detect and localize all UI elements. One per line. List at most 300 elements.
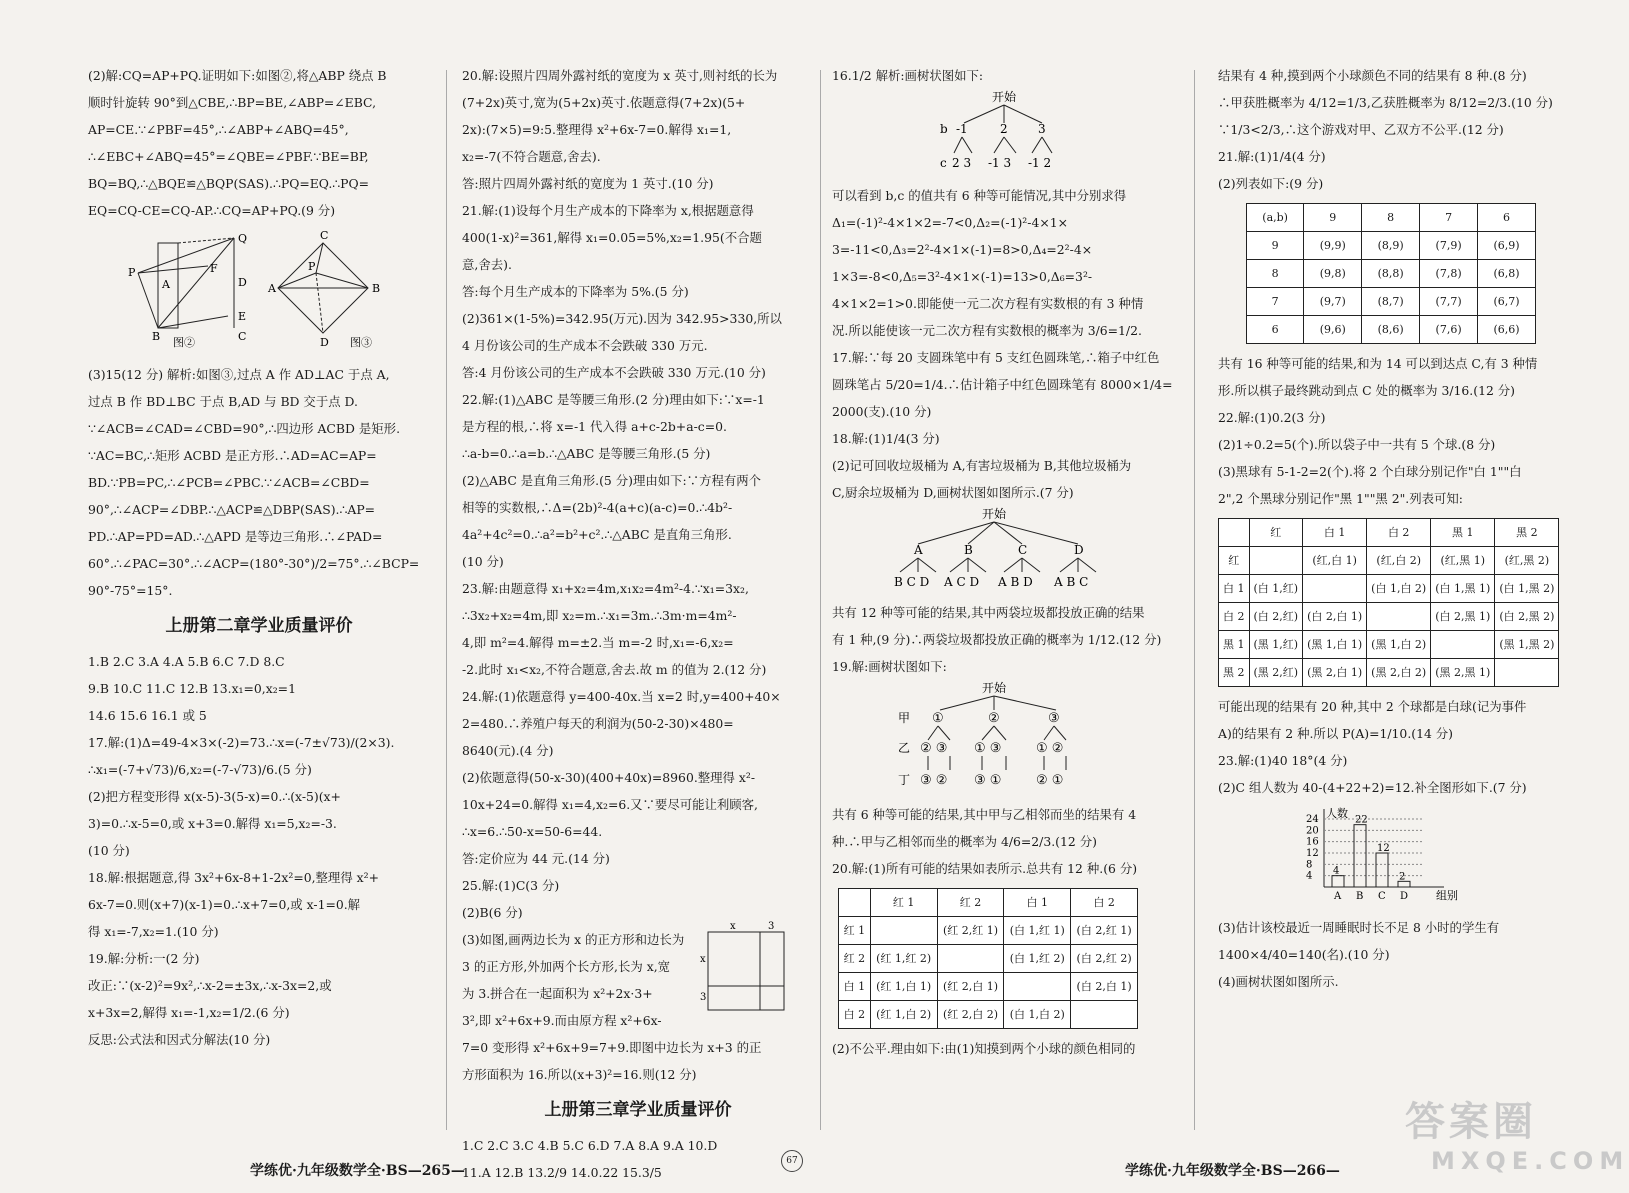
tree1-row2-label: c (940, 156, 947, 170)
bar-value-label: 2 (1399, 871, 1406, 883)
table-cell: (6,7) (1478, 288, 1536, 316)
bar (1354, 825, 1366, 887)
table-cell: 黑 1 (1219, 631, 1250, 659)
text-line: 6x-7=0.则(x+7)(x-1)=0.∴x+7=0,或 x-1=0.解 (88, 897, 361, 912)
table-cell: 7 (1247, 288, 1304, 316)
text-line: 17.解:∵每 20 支圆珠笔中有 5 支红色圆珠笔,∴箱子中红色 (832, 350, 1160, 365)
c2-square-figure-block (462, 921, 814, 1088)
table-cell: (黑 1,白 1) (1303, 631, 1367, 659)
text-line: 23.解:由题意得 x₁+x₂=4m,x₁x₂=4m²-4.∵x₁=3x₂, (462, 581, 749, 596)
text-line: 60°.∴∠PAC=30°.∴∠ACP=(180°-30°)/2=75°.∴∠BCP= (88, 556, 420, 571)
table-cell: (9,9) (1304, 232, 1362, 260)
text-line: (3)估计该校最近一周睡眠时长不足 8 小时的学生有 (1218, 920, 1500, 935)
table-cell: 6 (1247, 316, 1304, 344)
text-line: 2",2 个黑球分别记作"黑 1""黑 2".列表可知: (1218, 491, 1463, 506)
bar-chart (1218, 801, 1578, 905)
outcome-table-q20 (838, 888, 1138, 1029)
tree2-leaves: B C D (894, 575, 930, 589)
fig2-label-A: A (162, 278, 170, 291)
table-cell: 9 (1247, 232, 1304, 260)
tree2-leaves: A B C (1054, 575, 1089, 589)
tree3-node: ③ (1048, 711, 1060, 726)
table-cell: 白 1 (839, 973, 871, 1001)
x-tick-label: B (1356, 891, 1364, 902)
fig2-label-C: C (238, 330, 247, 343)
y-tick-label: 8 (1306, 859, 1313, 871)
text-line: (3)15(12 分) 解析:如图③,过点 A 作 AD⊥AC 于点 A, (88, 367, 390, 382)
c2-top-lines (462, 62, 814, 926)
table-cell (1004, 973, 1071, 1001)
c2-fig-lines (462, 926, 762, 1088)
text-line: 是方程的根,∴将 x=-1 代入得 a+c-2b+a-c=0. (462, 419, 727, 434)
table-cell: (红,黑 1) (1431, 547, 1495, 575)
table-cell: (7,9) (1420, 232, 1478, 260)
figure-2 (128, 232, 247, 343)
table-cell: 红 2 (937, 889, 1004, 917)
table-cell: 红 (1249, 519, 1303, 547)
footer-right: 学练优·九年级数学全·BS—266— (1125, 1163, 1340, 1179)
table-cell: (白 2,红) (1249, 603, 1303, 631)
table-cell: 9 (1304, 204, 1362, 232)
table-cell: (黑 2,白 2) (1367, 659, 1431, 687)
table-header-row (1219, 519, 1559, 547)
text-line: ∵1/3<2/3,∴这个游戏对甲、乙双方不公平.(12 分) (1218, 122, 1504, 137)
tree2-node: C (1018, 543, 1028, 557)
text-line: 21.解:(1)设每个月生产成本的下降率为 x,根据题意得 (462, 203, 754, 218)
text-line: AP=CE.∵∠PBF=45°,∴∠ABP+∠ABQ=45°, (88, 122, 349, 137)
text-line: 22.解:(1)△ABC 是等腰三角形.(2 分)理由如下:∵x=-1 (462, 392, 765, 407)
text-line: (3)如图,画两边长为 x 的正方形和边长为 (462, 932, 685, 947)
fig2-label-B: B (152, 330, 161, 343)
table-cell: (红,白 2) (1367, 547, 1431, 575)
text-line: 23.解:(1)40 18°(4 分) (1218, 753, 1348, 768)
text-line: 9.B 10.C 11.C 12.B 13.x₁=0,x₂=1 (88, 681, 296, 696)
watermark-logo (1405, 1098, 1629, 1186)
text-line: 22.解:(1)0.2(3 分) (1218, 410, 1326, 425)
y-axis-title: 人数 (1326, 807, 1348, 820)
text-line: (2)C 组人数为 40-(4+22+2)=12.补全图形如下.(7 分) (1218, 780, 1527, 795)
text-line: ∴甲获胜概率为 4/12=1/3,乙获胜概率为 8/12=2/3.(10 分) (1218, 95, 1553, 110)
table-row (1219, 603, 1559, 631)
table-cell: (黑 2,黑 1) (1431, 659, 1495, 687)
text-line: 反思:公式法和因式分解法(10 分) (88, 1032, 271, 1047)
bar (1376, 853, 1388, 887)
table-cell: (白 2,红 2) (1071, 945, 1138, 973)
tree3-node: ③ ② (920, 773, 948, 788)
table-header-row (839, 889, 1138, 917)
text-line: 19.解:分析:一(2 分) (88, 951, 200, 966)
text-line: ∴a-b=0.∴a=b.∴△ABC 是等腰三角形.(5 分) (462, 446, 711, 461)
tree3-node: ① ② (1036, 741, 1064, 756)
y-tick-label: 20 (1306, 825, 1319, 837)
text-line: 10x+24=0.解得 x₁=4,x₂=6.又∵要尽可能让利顾客, (462, 797, 758, 812)
text-line: 2x):(7×5)=9:5.整理得 x²+6x-7=0.解得 x₁=1, (462, 122, 732, 137)
table-cell: (黑 2,红) (1249, 659, 1303, 687)
table-cell: (白 1,黑 2) (1495, 575, 1559, 603)
text-line: 24.解:(1)依题意得 y=400-40x.当 x=2 时,y=400+40× (462, 689, 781, 704)
table-row (1219, 575, 1559, 603)
table-cell: (a,b) (1247, 204, 1304, 232)
c4-lines-d (1218, 914, 1578, 995)
tree-diagram-3 (832, 680, 1172, 792)
text-line: 7=0 变形得 x²+6x+9=7+9.即图中边长为 x+3 的正 (462, 1040, 762, 1055)
table-row (1247, 288, 1536, 316)
text-line: 20.解:设照片四周外露衬纸的宽度为 x 英寸,则衬纸的长为 (462, 68, 778, 83)
table-cell (1495, 659, 1559, 687)
text-line: 18.解:(1)1/4(3 分) (832, 431, 940, 446)
table-cell: (白 2,白 1) (1071, 973, 1138, 1001)
text-line: ∵AC=BC,∴矩形 ACBD 是正方形.∴AD=AC=AP= (88, 448, 377, 463)
watermark-url: MXQE.COM (1431, 1147, 1629, 1175)
text-line: 答:4 月份该公司的生产成本不会跌破 330 万元.(10 分) (462, 365, 766, 380)
text-line: PD.∴AP=PD=AD.∴△APD 是等边三角形.∴∠PAD= (88, 529, 383, 544)
text-line: EQ=CQ-CE=CQ-AP.∴CQ=AP+PQ.(9 分) (88, 203, 336, 218)
text-line: 17.解:(1)Δ=49-4×3×(-2)=73.∴x=(-7±√73)/(2×3). (88, 735, 395, 750)
text-line: 1×3=-8<0,Δ₅=3²-4×1×(-1)=13>0,Δ₆=3²- (832, 269, 1093, 284)
table-cell: (8,7) (1362, 288, 1420, 316)
text-line: 形.所以棋子最终跳动到点 C 处的概率为 3/16.(12 分) (1218, 383, 1516, 398)
table-cell: (白 1,红 1) (1004, 917, 1071, 945)
table-cell: (9,8) (1304, 260, 1362, 288)
fig3-label-P: P (308, 260, 316, 273)
text-line: 况.所以能使该一元二次方程有实数根的概率为 3/6=1/2. (832, 323, 1142, 338)
text-line: 90°-75°=15°. (88, 583, 173, 598)
column-divider (820, 70, 821, 1130)
text-line: (2)△ABC 是直角三角形.(5 分)理由如下:∵方程有两个 (462, 473, 762, 488)
text-line: 答:照片四周外露衬纸的宽度为 1 英寸.(10 分) (462, 176, 714, 191)
square-label-x-left: x (700, 954, 706, 965)
text-line: (2)不公平.理由如下:由(1)知摸到两个小球的颜色相同的 (832, 1041, 1136, 1056)
table-cell: (红 2,白 1) (937, 973, 1004, 1001)
text-line: C,厨余垃圾桶为 D,画树状图如图所示.(7 分) (832, 485, 1074, 500)
fig3-label-C: C (320, 229, 329, 242)
text-line: (2)记可回收垃圾桶为 A,有害垃圾桶为 B,其他垃圾桶为 (832, 458, 1132, 473)
x-axis-title: 组别 (1436, 889, 1458, 902)
text-line: 结果有 4 种,摸到两个小球颜色不同的结果有 8 种.(8 分) (1218, 68, 1527, 83)
bar-value-label: 22 (1355, 814, 1368, 826)
y-tick-label: 4 (1306, 870, 1313, 882)
tree2-start: 开始 (982, 507, 1007, 521)
text-line: 可以看到 b,c 的值共有 6 种等可能情况,其中分别求得 (832, 188, 1127, 203)
text-line: (10 分) (462, 554, 504, 569)
table-cell: (8,8) (1362, 260, 1420, 288)
table-cell: 红 (1219, 547, 1250, 575)
table-cell: 白 1 (1219, 575, 1250, 603)
fig2-label-E: E (238, 310, 247, 323)
text-line: 16.1/2 解析:画树状图如下: (832, 68, 984, 83)
column-divider (1194, 70, 1195, 1130)
table-cell: (白 1,红 2) (1004, 945, 1071, 973)
table-cell: (红 1,白 1) (870, 973, 937, 1001)
bar (1332, 876, 1344, 887)
text-line: ∴3x₂+x₂=4m,即 x₂=m.∴x₁=3m.∴3m·m=4m²- (462, 608, 737, 623)
table-row (1219, 631, 1559, 659)
table-cell: (黑 1,红) (1249, 631, 1303, 659)
text-line: -2.此时 x₁<x₂,不符合题意,舍去.故 m 的值为 2.(12 分) (462, 662, 767, 677)
text-line: A)的结果有 2 种.所以 P(A)=1/10.(14 分) (1218, 726, 1454, 741)
tree3-node: ① ③ (974, 741, 1002, 756)
tree1-leaf: 2 3 (952, 156, 972, 170)
table-row (839, 917, 1138, 945)
table-cell: (红 2,红 1) (937, 917, 1004, 945)
text-line: ∵∠ACB=∠CAD=∠CBD=90°,∴四边形 ACBD 是矩形. (88, 421, 401, 436)
table-row (1247, 260, 1536, 288)
tree1-node: 2 (1000, 122, 1008, 136)
table-cell: 黑 2 (1219, 659, 1250, 687)
table-cell: 红 1 (870, 889, 937, 917)
table-cell: (白 2,黑 1) (1431, 603, 1495, 631)
outcome-table-q22 (1218, 518, 1559, 687)
c4-lines-a (1218, 62, 1578, 197)
text-line: ∴∠EBC+∠ABQ=45°=∠QBE=∠PBF.∵BE=BP, (88, 149, 369, 164)
text-line: (10 分) (88, 843, 130, 858)
table-cell: (白 2,白 1) (1303, 603, 1367, 631)
text-line: 圆珠笔占 5/20=1/4.∴估计箱子中红色圆珠笔有 8000×1/4= (832, 377, 1173, 392)
text-line: 90°,∴∠ACP=∠DBP.∴△ACP≌△DBP(SAS).∴AP= (88, 502, 376, 517)
x-tick-label: D (1400, 891, 1409, 902)
text-line: 25.解:(1)C(3 分) (462, 878, 560, 893)
table-cell (1249, 547, 1303, 575)
text-line: 1.C 2.C 3.C 4.B 5.C 6.D 7.A 8.A 9.A 10.D (462, 1138, 718, 1153)
table-cell: 7 (1420, 204, 1478, 232)
table-cell: (6,9) (1478, 232, 1536, 260)
table-cell: (黑 1,黑 2) (1495, 631, 1559, 659)
fig3-label-D: D (320, 336, 329, 349)
square-figure (698, 920, 798, 1024)
text-line: BQ=BQ,∴△BQE≌△BQP(SAS).∴PQ=EQ.∴PQ= (88, 176, 370, 191)
text-line: 共有 16 种等可能的结果,和为 14 可以到达点 C,有 3 种情 (1218, 356, 1538, 371)
text-line: BD.∵PB=PC,∴∠PCB=∠PBC.∵∠ACB=∠CBD= (88, 475, 370, 490)
text-line: (2)把方程变形得 x(x-5)-3(5-x)=0.∴(x-5)(x+ (88, 789, 341, 804)
table-cell: 黑 2 (1495, 519, 1559, 547)
table-cell: 黑 1 (1431, 519, 1495, 547)
table-cell: 红 2 (839, 945, 871, 973)
table-cell: (白 1,黑 1) (1431, 575, 1495, 603)
table-cell: 白 2 (1367, 519, 1431, 547)
chapter-3-heading: 上册第三章学业质量评价 (544, 1100, 732, 1120)
text-line: Δ₁=(-1)²-4×1×2=-7<0,Δ₂=(-1)²-4×1× (832, 215, 1068, 230)
fig2-label-D: D (238, 276, 247, 289)
tree1-node: 3 (1038, 122, 1046, 136)
c2-bottom-lines (462, 1132, 814, 1186)
column-3 (832, 62, 1182, 1062)
tree-diagram-2 (832, 506, 1172, 590)
tree3-node: ② ③ (920, 741, 948, 756)
table-cell (1431, 631, 1495, 659)
text-line: 共有 12 种等可能的结果,其中两袋垃圾都投放正确的结果 (832, 605, 1145, 620)
tree3-start: 开始 (982, 681, 1007, 695)
page-mark: 67 (781, 1150, 803, 1172)
text-line: 4×1×2=1>0.即能使一元二次方程有实数根的有 3 种情 (832, 296, 1144, 311)
text-line: (4)画树状图如图所示. (1218, 974, 1339, 989)
text-line: 8640(元).(4 分) (462, 743, 554, 758)
tree-diagram-1 (832, 89, 1172, 173)
tree2-node: B (964, 543, 973, 557)
text-line: 21.解:(1)1/4(4 分) (1218, 149, 1326, 164)
square-label-x-top: x (730, 921, 736, 932)
tree1-leaf: -1 3 (988, 156, 1012, 170)
text-line: (7+2x)英寸,宽为(5+2x)英寸.依题意得(7+2x)(5+ (462, 95, 746, 110)
table-cell: (6,6) (1478, 316, 1536, 344)
table-cell: 白 2 (1071, 889, 1138, 917)
text-line: 4a²+4c²=0.∴a²=b²+c².∴△ABC 是直角三角形. (462, 527, 732, 542)
tree1-node: -1 (956, 122, 968, 136)
table-cell (1219, 519, 1250, 547)
text-line: 有 1 种,(9 分)∴两袋垃圾都投放正确的概率为 1/12.(12 分) (832, 632, 1162, 647)
x-tick-label: C (1378, 891, 1386, 902)
table-row (1247, 232, 1536, 260)
table-cell (1303, 575, 1367, 603)
table-cell: (白 2,黑 2) (1495, 603, 1559, 631)
table-cell: (8,6) (1362, 316, 1420, 344)
text-line: 为 3.拼合在一起面积为 x²+2x·3+ (462, 986, 653, 1001)
table-cell: (7,6) (1420, 316, 1478, 344)
fig3-caption: 图③ (350, 336, 372, 349)
bar-value-label: 4 (1333, 865, 1340, 877)
column-divider (446, 70, 447, 1130)
text-line: 方形面积为 16.所以(x+3)²=16.则(12 分) (462, 1067, 697, 1082)
c3-lines-e (832, 1035, 1182, 1062)
table-row (839, 1001, 1138, 1029)
footer-left: 学练优·九年级数学全·BS—265— (250, 1163, 465, 1179)
text-line: 11.A 12.B 13.2/9 14.0.22 15.3/5 (462, 1165, 662, 1180)
tree1-row1-label: b (940, 122, 948, 136)
text-line: 14.6 15.6 16.1 或 5 (88, 708, 207, 723)
column-1 (88, 62, 430, 1053)
table-cell (1071, 1001, 1138, 1029)
fig2-caption: 图② (173, 336, 195, 349)
table-cell: (红,黑 2) (1495, 547, 1559, 575)
table-row (1247, 316, 1536, 344)
text-line: 18.解:根据题意,得 3x²+6x-8+1-2x²=0,整理得 x²+ (88, 870, 379, 885)
table-cell: (白 1,白 2) (1367, 575, 1431, 603)
text-line: 3)=0.∴x-5=0,或 x+3=0.解得 x₁=5,x₂=-3. (88, 816, 337, 831)
bar-value-label: 12 (1377, 843, 1390, 854)
tree3-row2-label: 乙 (898, 741, 911, 755)
text-line: 4,即 m²=4.解得 m=±2.当 m=-2 时,x₁=-6,x₂= (462, 635, 734, 650)
text-line: 意,舍去). (462, 257, 512, 272)
x-tick-label: A (1334, 891, 1342, 902)
text-line: (2)依题意得(50-x-30)(400+40x)=8960.整理得 x²- (462, 770, 756, 785)
tree3-node: ③ ① (974, 773, 1002, 788)
tree3-node: ② ① (1036, 773, 1064, 788)
table-cell (1367, 603, 1431, 631)
c3-lines-d (832, 801, 1182, 882)
table-cell: (红 2,白 2) (937, 1001, 1004, 1029)
column-4 (1218, 62, 1578, 995)
c1-bottom-lines (88, 648, 430, 1053)
tree2-leaves: A B D (998, 575, 1033, 589)
tree3-row3-label: 丁 (898, 773, 911, 787)
tree2-leaves: A C D (944, 575, 980, 589)
text-line: 答:每个月生产成本的下降率为 5%.(5 分) (462, 284, 689, 299)
text-line: 得 x₁=-7,x₂=1.(10 分) (88, 924, 219, 939)
figure-3 (267, 229, 380, 349)
table-cell: (黑 1,白 2) (1367, 631, 1431, 659)
tree3-row1-label: 甲 (898, 711, 911, 725)
tree3-node: ① (932, 711, 944, 726)
text-line: 1400×4/40=140(名).(10 分) (1218, 947, 1390, 962)
table-cell: (7,7) (1420, 288, 1478, 316)
text-line: 共有 6 种等可能的结果,其中甲与乙相邻而坐的结果有 4 (832, 807, 1137, 822)
text-line: ∴x=6.∴50-x=50-6=44. (462, 824, 603, 839)
text-line: 1.B 2.C 3.A 4.A 5.B 6.C 7.D 8.C (88, 654, 285, 669)
c4-lines-c (1218, 693, 1578, 801)
table-cell: (红,白 1) (1303, 547, 1367, 575)
text-line: (2)列表如下:(9 分) (1218, 176, 1324, 191)
text-line: 改正:∵(x-2)²=9x²,∴x-2=±3x,∴x-3x=2,或 (88, 978, 332, 993)
tree1-leaf: -1 2 (1028, 156, 1052, 170)
c3-lines-b (832, 182, 1182, 506)
table-cell: (白 1,红) (1249, 575, 1303, 603)
table-cell: (9,6) (1304, 316, 1362, 344)
text-line: 3²,即 x²+6x+9.而由原方程 x²+6x- (462, 1013, 662, 1028)
table-cell: 白 2 (839, 1001, 871, 1029)
table-cell: (红 1,红 2) (870, 945, 937, 973)
table-cell: (8,9) (1362, 232, 1420, 260)
fig2-label-F: F (210, 262, 218, 275)
table-row (1219, 659, 1559, 687)
geometry-figures (88, 228, 428, 348)
column-2 (462, 62, 814, 1186)
outcome-table-q21 (1246, 203, 1536, 344)
watermark-text: 答案圈 (1405, 1099, 1537, 1145)
text-line: 3=-11<0,Δ₃=2²-4×1×(-1)=8>0,Δ₄=2²-4× (832, 242, 1093, 257)
table-cell (870, 917, 937, 945)
c1-mid-lines (88, 361, 430, 604)
table-row (1219, 547, 1559, 575)
y-tick-label: 12 (1306, 848, 1319, 859)
tree1-start: 开始 (992, 90, 1017, 104)
table-cell: 白 1 (1303, 519, 1367, 547)
table-cell: 白 1 (1004, 889, 1071, 917)
table-cell: 红 1 (839, 917, 871, 945)
table-cell: 6 (1478, 204, 1536, 232)
c3-lines-c (832, 599, 1182, 680)
table-cell: (6,8) (1478, 260, 1536, 288)
text-line: 可能出现的结果有 20 种,其中 2 个球都是白球(记为事件 (1218, 699, 1527, 714)
c4-lines-b (1218, 350, 1578, 512)
text-line: 3 的正方形,外加两个长方形,长为 x,宽 (462, 959, 671, 974)
tree2-node: A (914, 543, 923, 557)
text-line: 相等的实数根,∴Δ=(2b)²-4(a+c)(a-c)=0.∴4b²- (462, 500, 733, 515)
text-line: x+3x=2,解得 x₁=-1,x₂=1/2.(6 分) (88, 1005, 290, 1020)
text-line: 2=480.∴养殖户每天的利润为(50-2-30)×480= (462, 716, 734, 731)
text-line: 顺时针旋转 90°到△CBE,∴BP=BE,∠ABP=∠EBC, (88, 95, 377, 110)
text-line: 4 月份该公司的生产成本不会跌破 330 万元. (462, 338, 708, 353)
text-line: 过点 B 作 BD⊥BC 于点 B,AD 与 BD 交于点 D. (88, 394, 358, 409)
text-line: 2000(支).(10 分) (832, 404, 932, 419)
table-cell: 8 (1247, 260, 1304, 288)
y-tick-label: 24 (1306, 814, 1319, 825)
table-cell: (9,7) (1304, 288, 1362, 316)
text-line: 400(1-x)²=361,解得 x₁=0.05=5%,x₂=1.95(不合题 (462, 230, 762, 245)
text-line: x₂=-7(不符合题意,舍去). (462, 149, 601, 164)
c3-lines-a (832, 62, 1182, 89)
fig3-label-A: A (268, 282, 276, 295)
fig2-label-Q: Q (238, 232, 248, 245)
c1-top-lines (88, 62, 430, 224)
text-line: (2)361×(1-5%)=342.95(万元).因为 342.95>330,所以 (462, 311, 782, 326)
table-cell: (7,8) (1420, 260, 1478, 288)
chapter-2-heading: 上册第二章学业质量评价 (165, 616, 353, 636)
square-label-3-top: 3 (768, 921, 775, 932)
table-cell: (白 2,红 1) (1071, 917, 1138, 945)
table-cell: (白 1,白 2) (1004, 1001, 1071, 1029)
tree2-node: D (1074, 543, 1084, 557)
tree3-node: ② (988, 711, 1000, 726)
table-cell: (红 1,白 2) (870, 1001, 937, 1029)
